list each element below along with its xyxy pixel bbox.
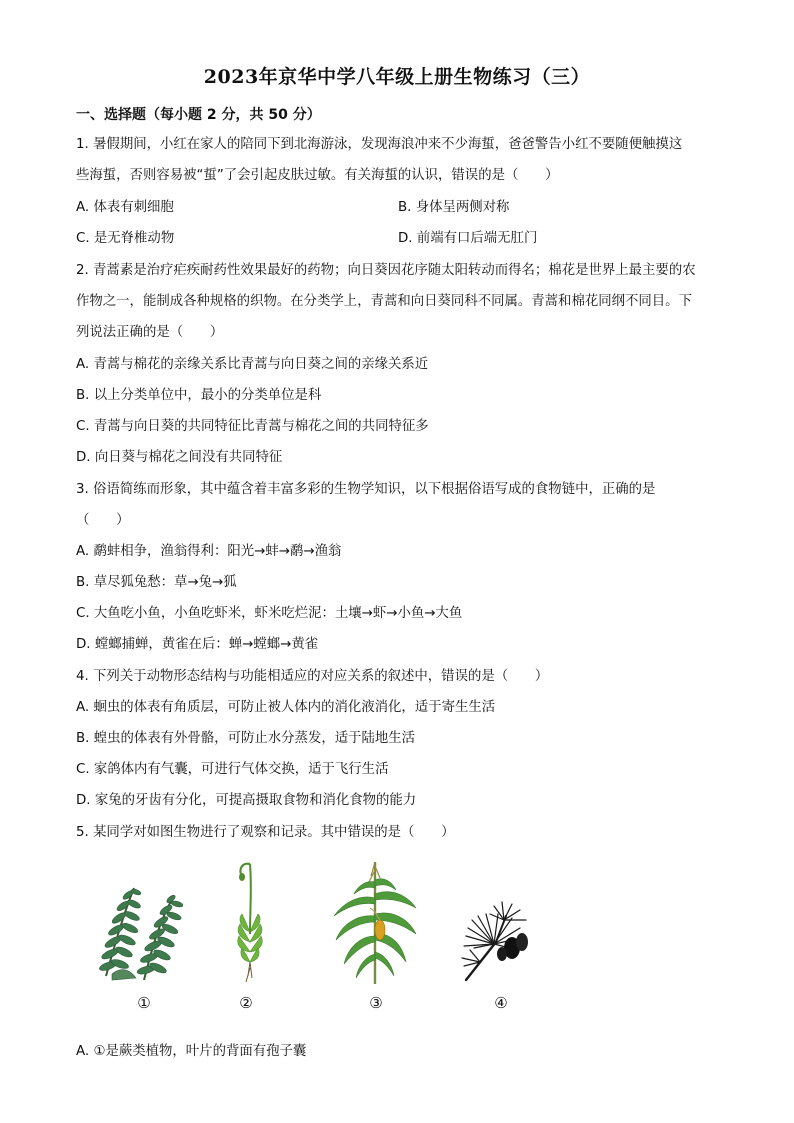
q3-option-c: C. 大鱼吃小鱼，小鱼吃虾米，虾米吃烂泥：土壤→虾→小鱼→大鱼	[76, 606, 463, 621]
q1-option-d: D. 前端有口后端无肛门	[398, 231, 538, 246]
q4-option-c: C. 家鸽体内有气囊，可进行气体交换，适于飞行生活	[76, 762, 389, 777]
q2-option-b: B. 以上分类单位中，最小的分类单位是科	[76, 388, 322, 403]
q3-stem-line2: （ ）	[76, 513, 130, 528]
q3-stem-line1: 3. 俗语简练而形象，其中蕴含着丰富多彩的生物学知识，以下根据俗语写成的食物链中，正确的是	[76, 482, 656, 497]
moss-plant-illustration	[230, 858, 270, 988]
q4-option-b: B. 蝗虫的体表有外骨骼，可防止水分蒸发，适于陆地生活	[76, 731, 416, 746]
q1-option-b: B. 身体呈两侧对称	[398, 200, 510, 215]
q2-stem-line1: 2. 青蒿素是治疗疟疾耐药性效果最好的药物；向日葵因花序随太阳转动而得名；棉花是世界上最主要的农	[76, 263, 696, 278]
q4-option-a: A. 蛔虫的体表有角质层，可防止被人体内的消化液消化，适于寄生生活	[76, 700, 496, 715]
q2-option-d: D. 向日葵与棉花之间没有共同特征	[76, 450, 283, 465]
q1-stem-line1: 1. 暑假期间，小红在家人的陪同下到北海游泳，发现海浪冲来不少海蜇，爸爸警告小红不要随便触摸这	[76, 137, 683, 152]
q2-option-a: A. 青蒿与棉花的亲缘关系比青蒿与向日葵之间的亲缘关系近	[76, 357, 429, 372]
figure-label-1: ①	[137, 994, 151, 1012]
figure-label-2: ②	[239, 994, 253, 1012]
q2-stem-line3: 列说法正确的是（ ）	[76, 325, 224, 340]
corn-plant-illustration	[330, 858, 420, 988]
q1-stem-line2: 些海蜇，否则容易被“蜇”了会引起皮肤过敏。有关海蜇的认识，错误的是（ ）	[76, 168, 559, 183]
page-title: 2023年京华中学八年级上册生物练习（三）	[203, 66, 591, 88]
q3-option-d: D. 螳螂捕蝉，黄雀在后：蝉→螳螂→黄雀	[76, 637, 319, 652]
fern-plant-illustration	[96, 858, 188, 988]
q3-option-a: A. 鹬蚌相争，渔翁得利：阳光→蚌→鹬→渔翁	[76, 544, 342, 559]
q1-option-c: C. 是无脊椎动物	[76, 231, 175, 246]
section-heading: 一、选择题（每小题 2 分，共 50 分）	[76, 107, 321, 123]
pine-branch-illustration	[456, 858, 534, 988]
q2-option-c: C. 青蒿与向日葵的共同特征比青蒿与棉花之间的共同特征多	[76, 419, 429, 434]
figure-label-4: ④	[494, 994, 508, 1012]
q4-option-d: D. 家兔的牙齿有分化，可提高摄取食物和消化食物的能力	[76, 793, 417, 808]
q2-stem-line2: 作物之一，能制成各种规格的织物。在分类学上，青蒿和向日葵同科不同属。青蒿和棉花同纲不同目。下	[76, 294, 692, 309]
q3-option-b: B. 草尽狐兔愁：草→兔→狐	[76, 575, 237, 590]
q5-option-a: A. ①是蕨类植物，叶片的背面有孢子囊	[76, 1044, 307, 1059]
q1-option-a: A. 体表有刺细胞	[76, 200, 174, 215]
q4-stem-line1: 4. 下列关于动物形态结构与功能相适应的对应关系的叙述中，错误的是（ ）	[76, 669, 549, 684]
figure-label-3: ③	[369, 994, 383, 1012]
q5-stem-line1: 5. 某同学对如图生物进行了观察和记录。其中错误的是（ ）	[76, 825, 455, 840]
